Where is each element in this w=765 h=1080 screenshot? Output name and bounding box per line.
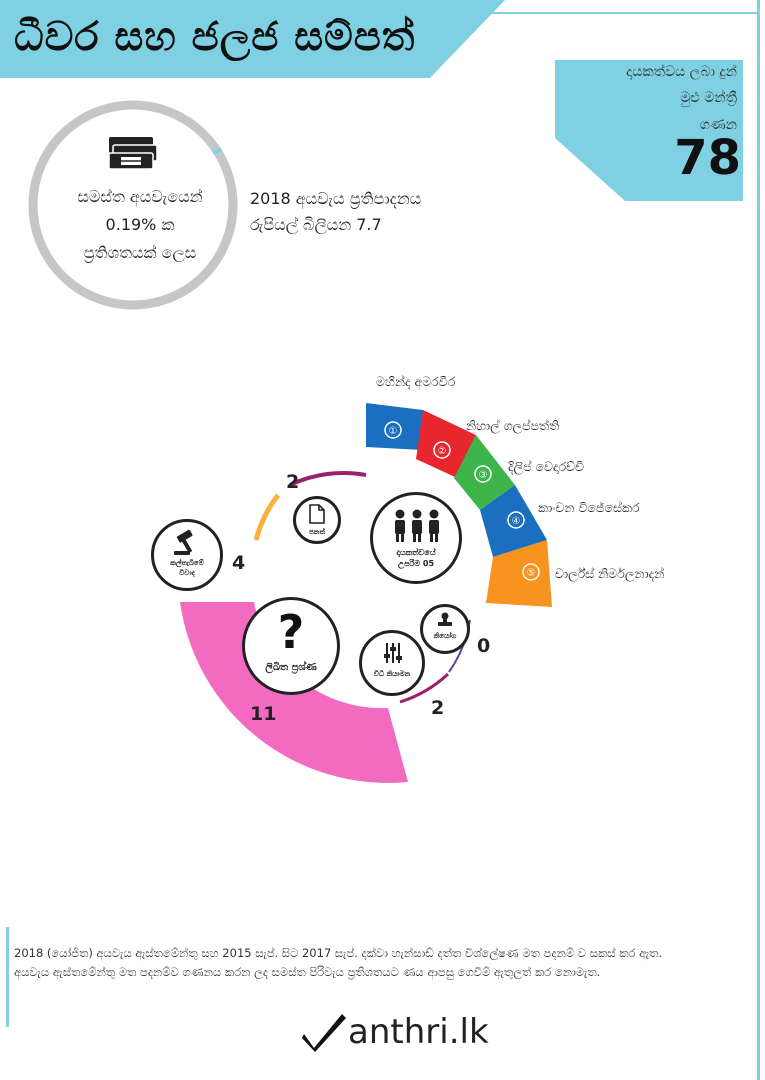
footer-notes: [14, 944, 744, 982]
percent-line-3: ප්‍රතිශතයක් ලෙස: [83, 243, 197, 262]
member-count-label-1: දායකත්වය ලබා දුන්: [626, 64, 737, 80]
footer-accent-bar: [6, 927, 9, 1027]
questions-count: 11: [250, 703, 277, 725]
allocation-line-1: 2018 අයවැය ප්‍රතිපාදනය: [250, 189, 422, 208]
member-name-1: මහින්ද අමරවීර: [376, 374, 456, 389]
debates-badge: [151, 519, 223, 591]
member-name-4: කාංචන විජේසේකර: [538, 500, 640, 515]
gavel-icon: [172, 529, 204, 557]
debates-arc: [256, 495, 278, 540]
bills-arc: [290, 473, 366, 485]
member-rank-1: ①: [388, 426, 398, 437]
sliders-icon: [383, 642, 403, 664]
debates-label-1: කල්තැබීමේ: [170, 559, 204, 567]
percent-line-1: සමස්ත අයවැයෙන්: [77, 187, 203, 206]
bills-label: පනත්: [308, 528, 326, 536]
member-name-5: චාර්ල්ස් නිර්මලනාදන්: [555, 566, 665, 581]
stamp-icon: [436, 612, 454, 628]
bills-count: 2: [286, 471, 300, 493]
document-icon: [309, 504, 325, 524]
regulations-label: විධි නියාමන: [373, 670, 411, 678]
member-rank-2: ②: [437, 446, 447, 457]
right-border-line: [757, 0, 760, 1080]
footer-note-1: 2018 (යෝජිත) අයවැය ඇස්තමේන්තු සහ 2015 සැප්. සිට 2017 සැප්. දක්වා හැන්සාඩ් දත්ත විශ්ලේෂණ මත පදනම් ව සකස් කර ඇත.: [14, 946, 663, 960]
member-rank-5: ⑤: [526, 568, 536, 579]
debates-label-2: විවාද: [179, 569, 195, 577]
top-contributors-label: [373, 547, 459, 569]
top-contributors-label-1: දායකත්වයේ: [396, 548, 436, 557]
member-rank-3: ③: [478, 470, 488, 481]
member-count-label-2: මුළු මන්ත්‍රී: [680, 90, 737, 106]
contribution-chart: [170, 390, 570, 800]
member-name-2: නිහාල් ගලප්පත්ති: [466, 418, 560, 433]
top-contributors-label-2: උපරිම 05: [397, 559, 435, 568]
question-mark-icon: ?: [277, 605, 305, 659]
regulations-badge: [359, 630, 425, 696]
money-stack-icon: [107, 135, 159, 171]
people-group-icon: [391, 509, 443, 543]
orders-count: 0: [477, 635, 491, 657]
footer-note-2: අයවැය ඇස්තමේන්තු මත පදනම්ව ගණනය කරන ලද සමස්ත පිරිවැය ප්‍රතිශතයට ණය ආපසු ගෙවීම් ඇතුලත් කර නොමැත.: [14, 965, 601, 979]
member-rank-4: ④: [511, 516, 521, 527]
budget-percent-arc: [216, 149, 218, 153]
top-contributors-badge: [370, 492, 462, 584]
budget-allocation: [250, 186, 421, 238]
page-title: ධීවර සහ ජලජ සම්පත්: [14, 14, 416, 60]
allocation-line-2: රුපියල් බිලියන 7.7: [250, 215, 382, 234]
regulations-count: 2: [431, 697, 445, 719]
debates-label: [154, 558, 220, 578]
member-count-value: 78: [674, 130, 741, 186]
orders-label: නියෝග: [433, 632, 457, 640]
debates-count: 4: [232, 552, 246, 574]
member-count-label-3: ගණන: [699, 117, 737, 133]
percent-line-2: 0.19% ක: [105, 215, 175, 234]
member-name-3: දිලිප් වෙදාරච්චි: [508, 459, 585, 474]
bills-badge: [293, 496, 341, 544]
checkmark-m-icon: [302, 1012, 348, 1052]
logo-text: anthri.lk: [348, 1012, 489, 1052]
questions-label: ලිඛිත ප්‍රශ්ණ: [265, 662, 317, 673]
manthri-logo[interactable]: [302, 1012, 489, 1052]
orders-badge: [420, 604, 470, 654]
budget-percent-text: [60, 183, 220, 267]
questions-badge: [242, 597, 340, 695]
